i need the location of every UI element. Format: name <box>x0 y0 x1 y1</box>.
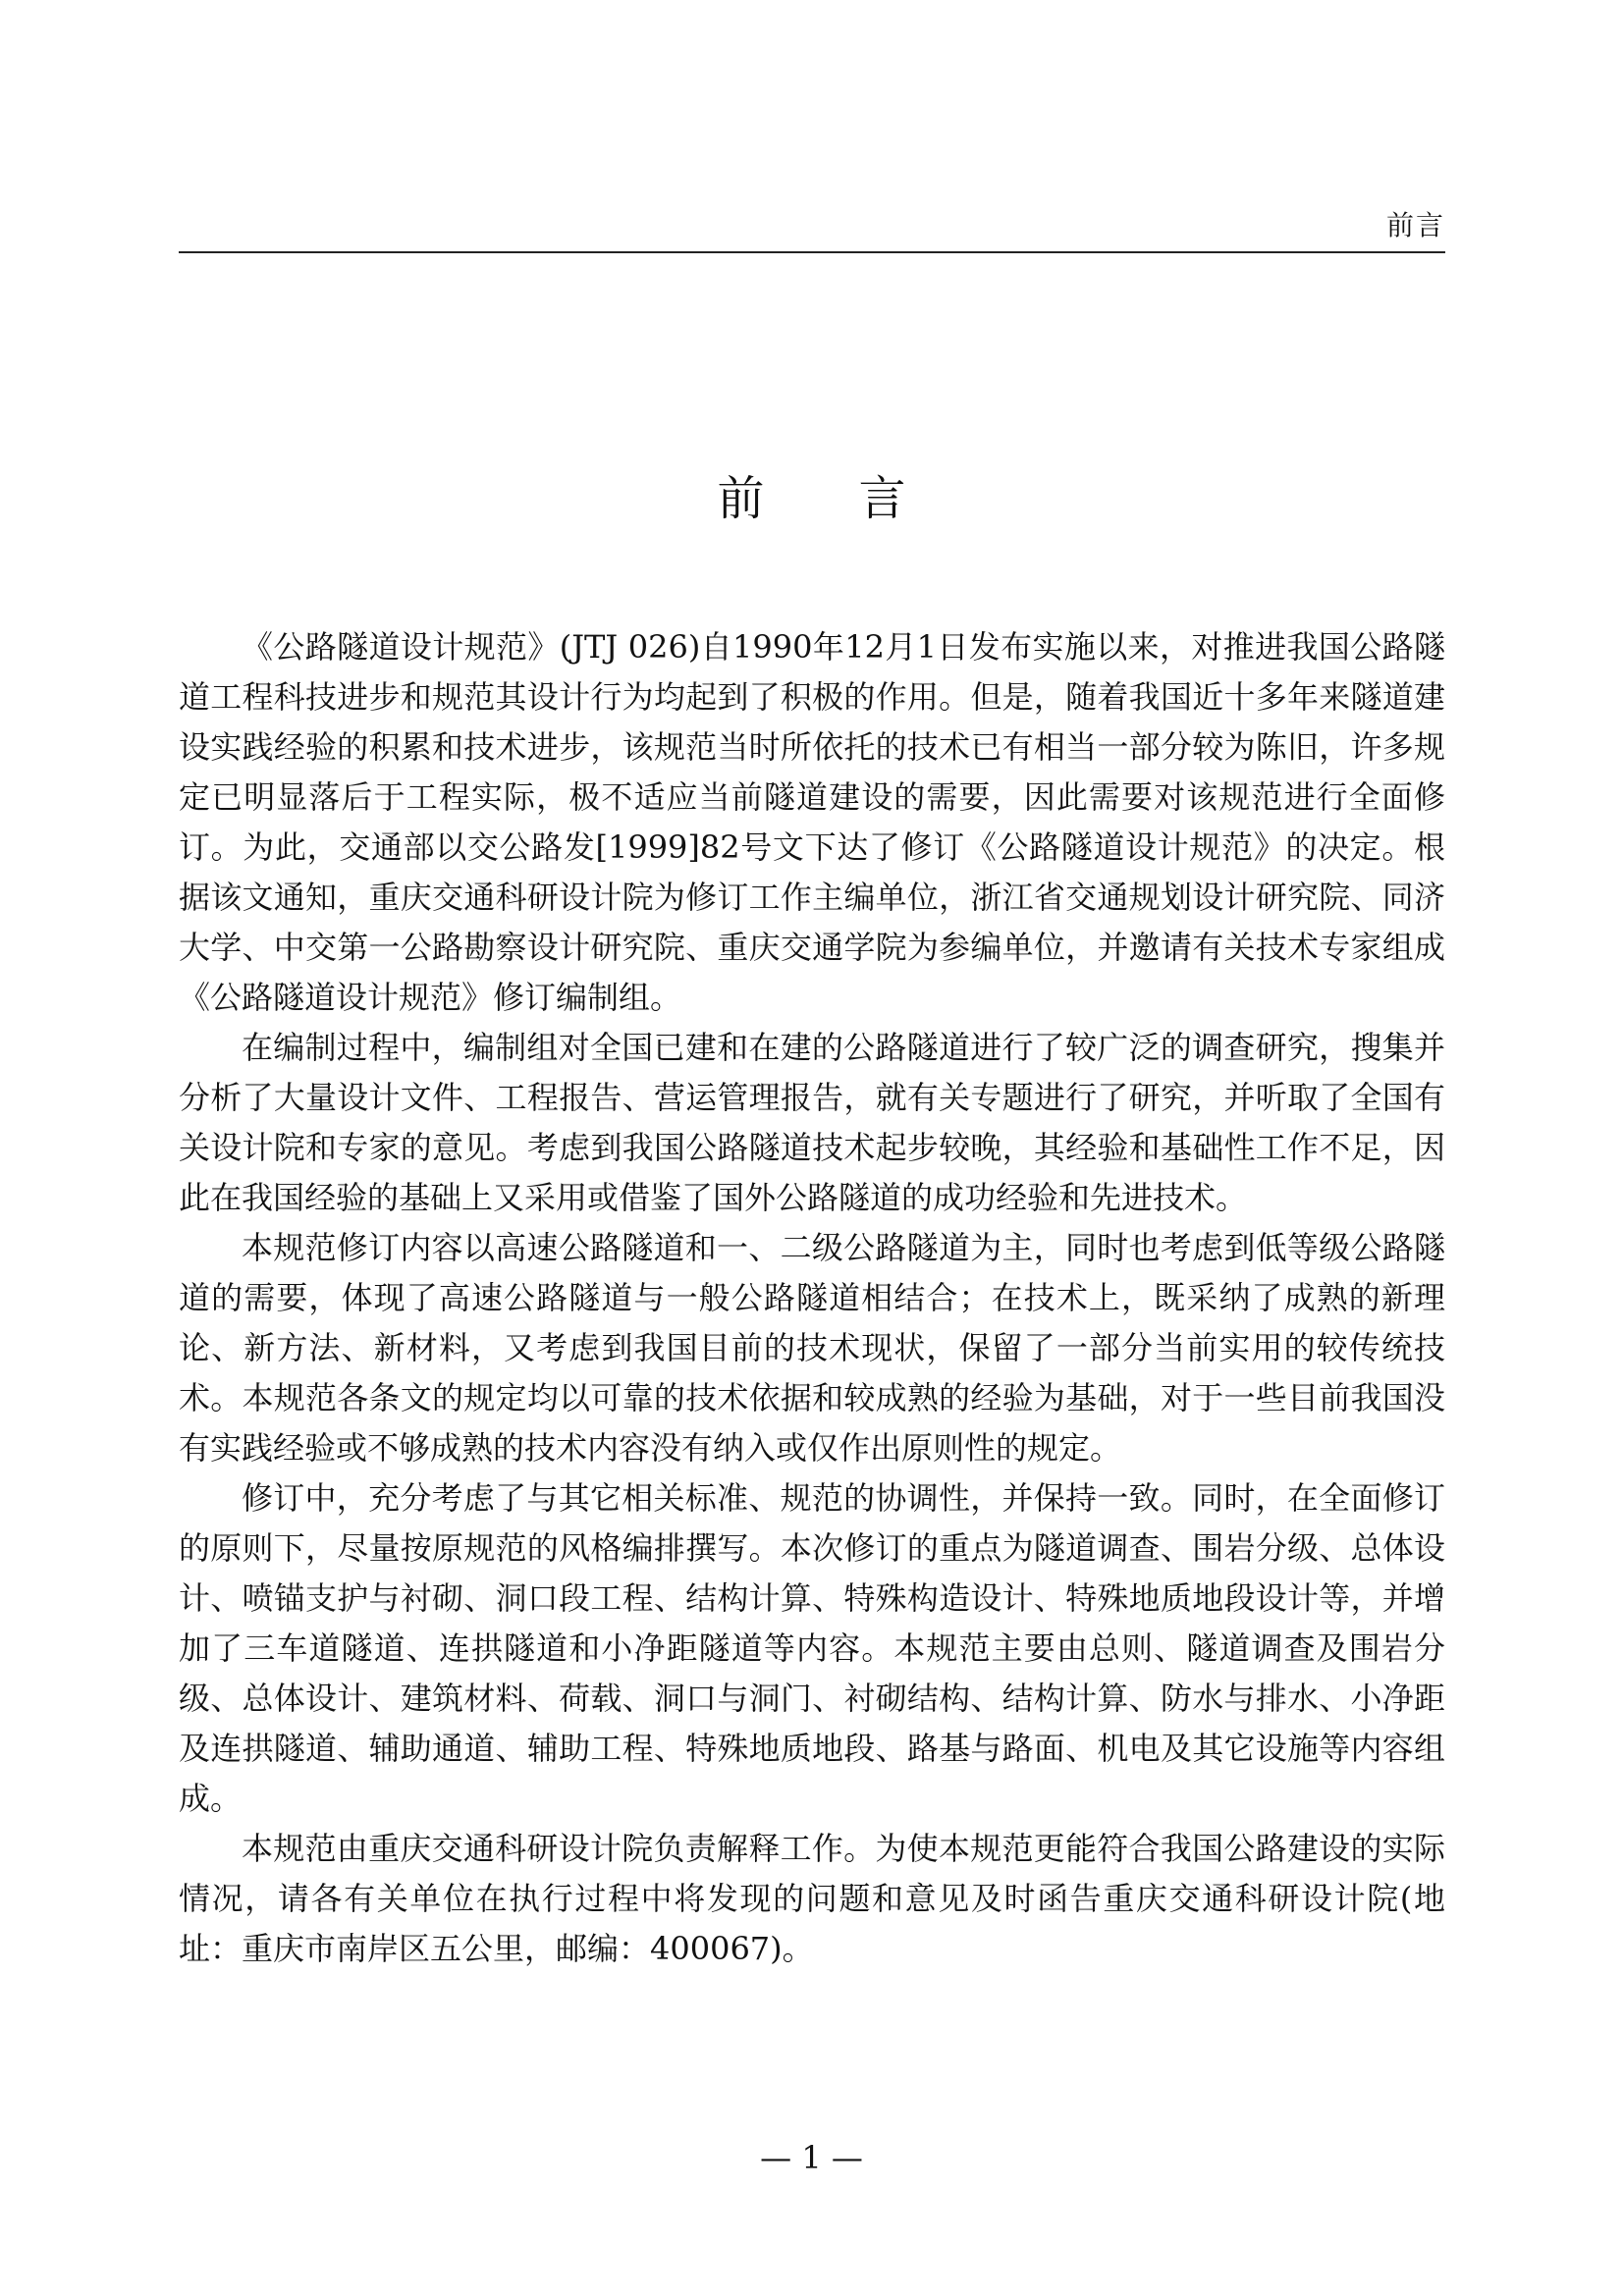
paragraph-1: 《公路隧道设计规范》(JTJ 026)自1990年12月1日发布实施以来，对推进我国公路隧道工程科技进步和规范其设计行为均起到了积极的作用。但是，随着我国近十多年来隧道建设实践经验的积累和技术进步，该规范当时所依托的技术已有相当一部分较为陈旧，许多规定已明显落后于工程实际，极不适应当前隧道建设的需要，因此需要对该规范进行全面修订。为此，交通部以交公路发[1999]82号文下达了修订《公路隧道设计规范》的决定。根据该文通知，重庆交通科研设计院为修订工作主编单位，浙江省交通规划设计研究院、同济大学、中交第一公路勘察设计研究院、重庆交通学院为参编单位，并邀请有关技术专家组成《公路隧道设计规范》修订编制组。 <box>179 628 1445 1016</box>
page-title-char-2: 言 <box>858 471 906 526</box>
paragraph-2: 在编制过程中，编制组对全国已建和在建的公路隧道进行了较广泛的调查研究，搜集并分析了大量设计文件、工程报告、营运管理报告，就有关专题进行了研究，并听取了全国有关设计院和专家的意见。考虑到我国公路隧道技术起步较晚，其经验和基础性工作不足，因此在我国经验的基础上又采用或借鉴了国外公路隧道的成功经验和先进技术。 <box>179 1029 1445 1216</box>
paragraph-3: 本规范修订内容以高速公路隧道和一、二级公路隧道为主，同时也考虑到低等级公路隧道的需要，体现了高速公路隧道与一般公路隧道相结合；在技术上，既采纳了成熟的新理论、新方法、新材料，又考虑到我国目前的技术现状，保留了一部分当前实用的较传统技术。本规范各条文的规定均以可靠的技术依据和较成熟的经验为基础，对于一些目前我国没有实践经验或不够成熟的技术内容没有纳入或仅作出原则性的规定。 <box>179 1229 1445 1467</box>
body-text <box>179 622 1445 1974</box>
page-title-char-1: 前 <box>717 471 765 526</box>
running-head: 前言 <box>1385 209 1445 241</box>
page-number: — 1 — <box>760 2139 863 2176</box>
paragraph-4: 修订中，充分考虑了与其它相关标准、规范的协调性，并保持一致。同时，在全面修订的原则下，尽量按原规范的风格编排撰写。本次修订的重点为隧道调查、围岩分级、总体设计、喷锚支护与衬砌、洞口段工程、结构计算、特殊构造设计、特殊地质地段设计等，并增加了三车道隧道、连拱隧道和小净距隧道等内容。本规范主要由总则、隧道调查及围岩分级、总体设计、建筑材料、荷载、洞口与洞门、衬砌结构、结构计算、防水与排水、小净距及连拱隧道、辅助通道、辅助工程、特殊地质地段、路基与路面、机电及其它设施等内容组成。 <box>179 1479 1445 1817</box>
header-rule <box>179 251 1445 253</box>
page-title <box>0 469 1623 528</box>
paragraph-5: 本规范由重庆交通科研设计院负责解释工作。为使本规范更能符合我国公路建设的实际情况，请各有关单位在执行过程中将发现的问题和意见及时函告重庆交通科研设计院(地址：重庆市南岸区五公里，邮编：400067)。 <box>179 1830 1445 1967</box>
